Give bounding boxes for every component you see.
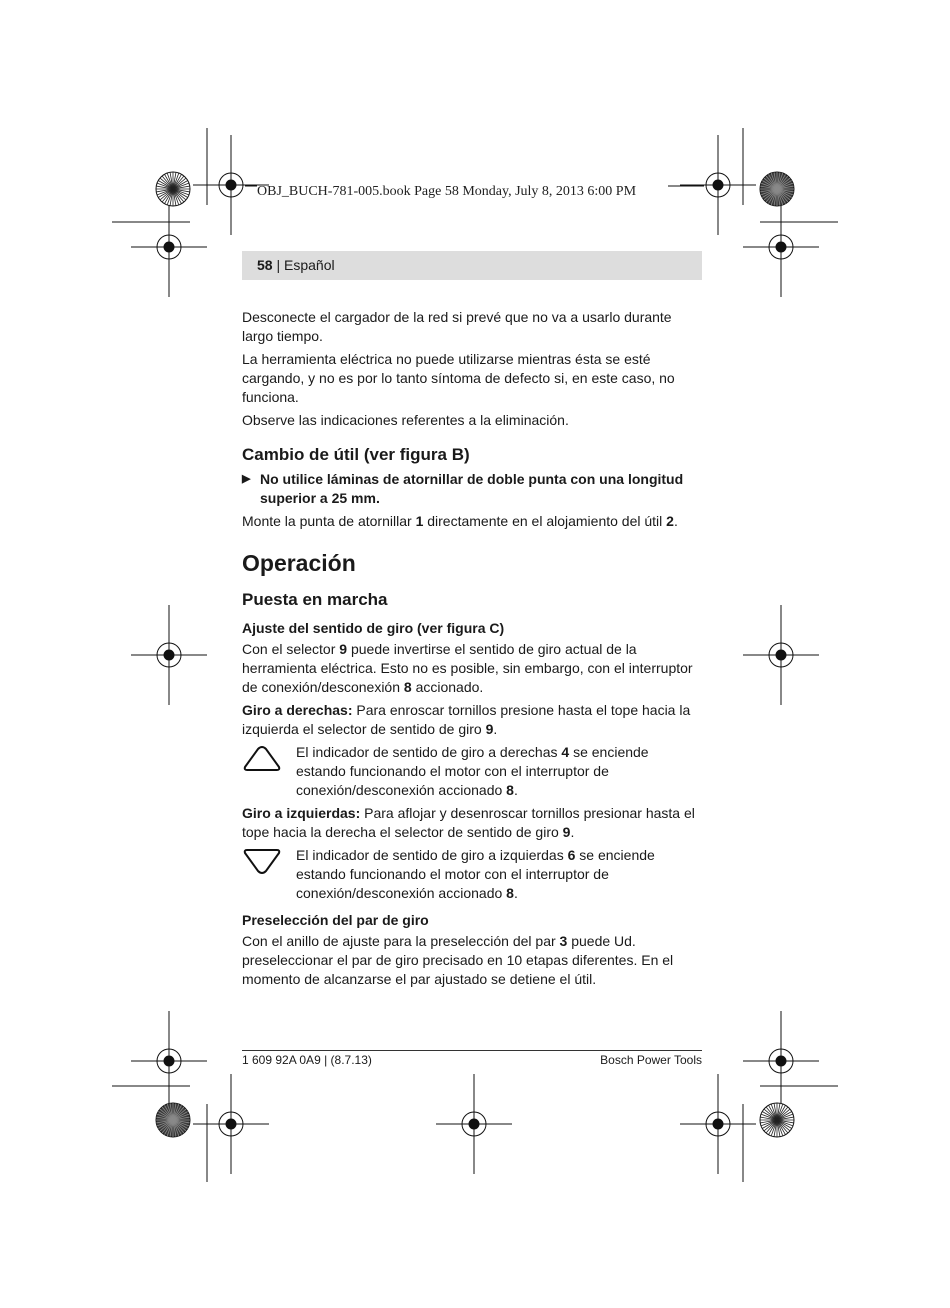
warning-item bbox=[242, 470, 702, 508]
warning-triangle-icon: ▶ bbox=[242, 473, 251, 485]
registration-crosshair-icon bbox=[680, 1074, 756, 1174]
left-indicator-row: El indicador de sentido de giro a izquierdas 6 se enciende estando funcionando el motor con el interruptor de conexión/desconexión accionado 8. bbox=[242, 846, 702, 903]
registration-crosshair-icon bbox=[743, 1011, 819, 1111]
tool-change-heading: Cambio de útil (ver figura B) bbox=[242, 445, 470, 464]
registration-starburst-icon bbox=[156, 172, 190, 206]
page-number: 58 bbox=[257, 257, 273, 273]
registration-starburst-icon bbox=[760, 1103, 794, 1137]
registration-starburst-icon bbox=[156, 1103, 190, 1137]
right-indicator-row: El indicador de sentido de giro a derechas 4 se enciende estando funcionando el motor con el interruptor de conexión/desconexión accionado 8. bbox=[242, 743, 702, 800]
page-content bbox=[242, 308, 702, 993]
registration-crosshair-icon bbox=[743, 197, 819, 297]
torque-paragraph: Con el anillo de ajuste para la preselección del par 3 puede Ud. preseleccionar el par de giro precisado en 10 etapas diferentes. En el momento de alcanzarse el par ajustado se detiene el útil. bbox=[242, 933, 674, 987]
slug-line: OBJ_BUCH-781-005.book Page 58 Monday, July 8, 2013 6:00 PM bbox=[257, 184, 637, 199]
startup-heading: Puesta en marcha bbox=[242, 590, 388, 609]
right-rotation-paragraph: Giro a derechas: Para enroscar tornillos presione hasta el tope hacia la izquierda el selector de sentido de giro 9. bbox=[242, 702, 691, 737]
page-header bbox=[242, 251, 702, 280]
footer-part-number: 1 609 92A 0A9 | (8.7.13) bbox=[242, 1053, 372, 1067]
registration-crosshair-icon bbox=[193, 1074, 269, 1174]
intro-paragraph: Observe las indicaciones referentes a la eliminación. bbox=[242, 412, 569, 428]
registration-crosshair-icon bbox=[131, 1011, 207, 1111]
torque-heading: Preselección del par de giro bbox=[242, 912, 429, 928]
tool-change-paragraph: Monte la punta de atornillar 1 directamente en el alojamiento del útil 2. bbox=[242, 513, 678, 529]
direction-paragraph: Con el selector 9 puede invertirse el sentido de giro actual de la herramienta eléctrica. Esto no es posible, sin embargo, con el interruptor de conexión/desconexión 8 accionado. bbox=[242, 641, 693, 695]
intro-paragraph: La herramienta eléctrica no puede utilizarse mientras ésta se esté cargando, y no es por lo tanto síntoma de defecto si, en este caso, no funciona. bbox=[242, 351, 675, 405]
registration-crosshair-icon bbox=[436, 1074, 512, 1174]
header-separator: | bbox=[272, 257, 284, 273]
operation-heading: Operación bbox=[242, 550, 356, 576]
registration-crosshair-icon bbox=[680, 135, 756, 235]
registration-crosshair-icon bbox=[743, 605, 819, 705]
registration-starburst-icon bbox=[760, 172, 794, 206]
arrow-down-indicator-icon bbox=[242, 848, 282, 876]
registration-crosshair-icon bbox=[131, 605, 207, 705]
warning-text: No utilice láminas de atornillar de doble punta con una longitud superior a 25 mm. bbox=[260, 471, 684, 506]
direction-heading: Ajuste del sentido de giro (ver figura C) bbox=[242, 620, 505, 636]
header-language: Español bbox=[284, 257, 335, 273]
footer-brand: Bosch Power Tools bbox=[600, 1053, 702, 1067]
intro-paragraph: Desconecte el cargador de la red si prevé que no va a usarlo durante largo tiempo. bbox=[242, 309, 672, 344]
left-rotation-paragraph: Giro a izquierdas: Para aflojar y desenroscar tornillos presionar hasta el tope hacia la derecha el selector de sentido de giro 9. bbox=[242, 805, 695, 840]
registration-crosshair-icon bbox=[131, 197, 207, 297]
footer-rule bbox=[242, 1050, 702, 1051]
arrow-up-indicator-icon bbox=[242, 745, 282, 773]
